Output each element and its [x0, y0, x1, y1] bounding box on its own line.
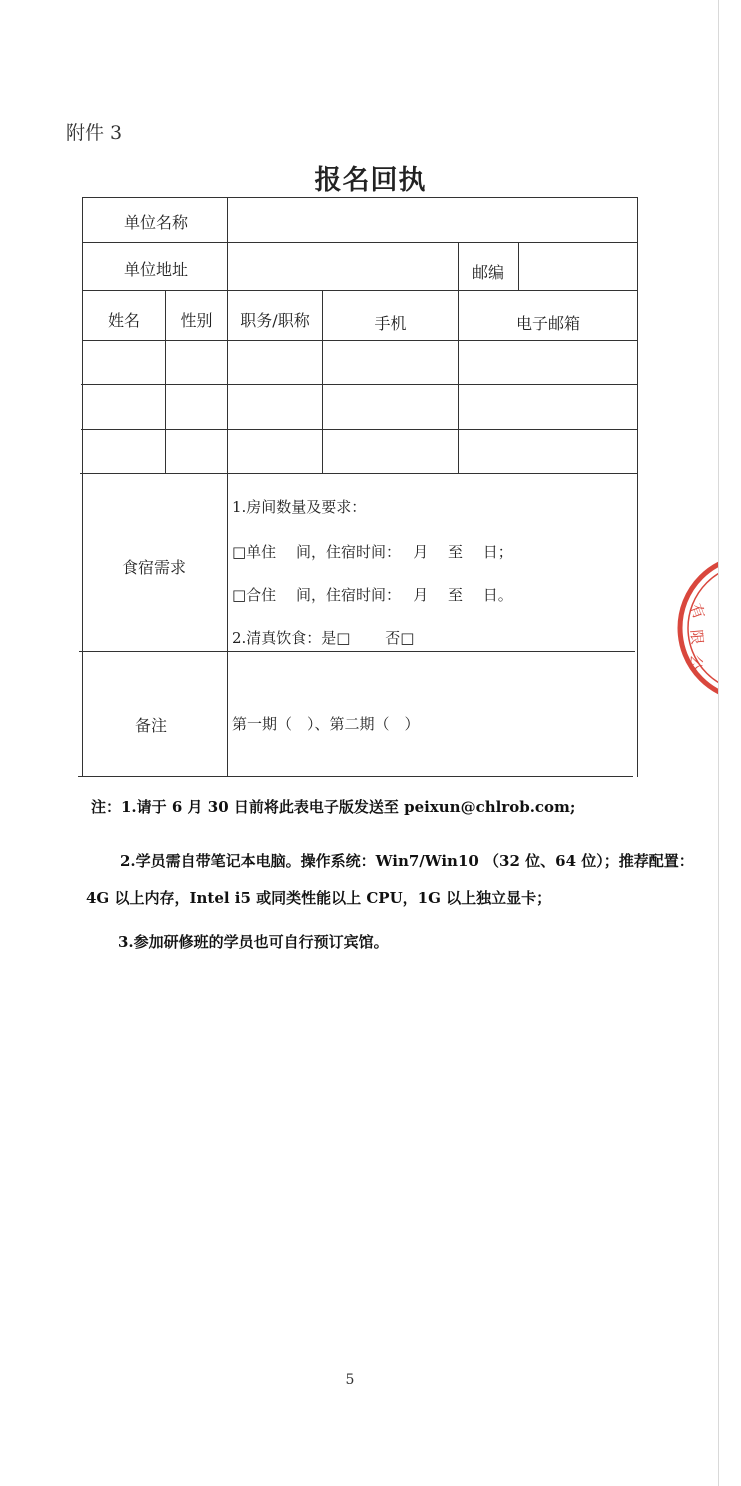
- form-rule: [80, 473, 637, 474]
- note-hotel: 3.参加研修班的学员也可自行预订宾馆。: [118, 933, 389, 951]
- meal-label: 食宿需求: [122, 558, 187, 577]
- unit-name-label: 单位名称: [124, 213, 189, 232]
- column-position: 职务/职称: [240, 311, 310, 330]
- column-mobile: 手机: [374, 314, 407, 333]
- form-border-left: [82, 197, 83, 777]
- shared-room-option[interactable]: □合住 间，住宿时间： 月 至 日。: [232, 586, 513, 604]
- form-border-right: [637, 197, 638, 777]
- page-title: 报名回执: [314, 165, 427, 196]
- room-requirements-heading: 1.房间数量及要求：: [232, 498, 367, 516]
- company-seal: [672, 548, 718, 708]
- form-border-bottom: [78, 776, 633, 777]
- form-rule: [518, 242, 519, 290]
- unit-name-input[interactable]: [229, 199, 635, 241]
- column-email: 电子邮箱: [515, 314, 580, 333]
- session-selection[interactable]: 第一期（ ）、第二期（ ）: [232, 715, 420, 733]
- form-border-top: [83, 197, 638, 198]
- note-deadline: 注：1.请于 6 月 30 日前将此表电子版发送至 peixun@chlrob.com;: [91, 798, 576, 816]
- postcode-label: 邮编: [472, 263, 505, 282]
- form-rule: [83, 242, 638, 243]
- column-name: 姓名: [107, 311, 140, 330]
- svg-text:限: 限: [687, 628, 707, 646]
- unit-address-label: 单位地址: [124, 260, 189, 279]
- note-laptop-spec: 4G 以上内存，Intel i5 或同类性能以上 CPU，1G 以上独立显卡；: [86, 889, 552, 907]
- remarks-label: 备注: [135, 716, 168, 735]
- form-rule: [79, 651, 635, 652]
- page-number: 5: [345, 1372, 355, 1388]
- halal-option[interactable]: 2.清真饮食：是□ 否□: [232, 629, 415, 647]
- attachment-label: 附件 3: [66, 122, 123, 144]
- svg-text:有: 有: [686, 601, 709, 622]
- column-gender: 性别: [180, 311, 213, 330]
- note-laptop: 2.学员需自带笔记本电脑。操作系统：Win7/Win10 （32 位、64 位）；推荐配置：: [120, 852, 694, 870]
- form-rule: [227, 197, 228, 777]
- unit-address-input[interactable]: [229, 244, 457, 289]
- postcode-input[interactable]: [520, 244, 636, 289]
- form-rule: [458, 242, 459, 474]
- single-room-option[interactable]: □单住 间，住宿时间： 月 至 日；: [232, 543, 513, 561]
- svg-text:公: 公: [685, 653, 706, 672]
